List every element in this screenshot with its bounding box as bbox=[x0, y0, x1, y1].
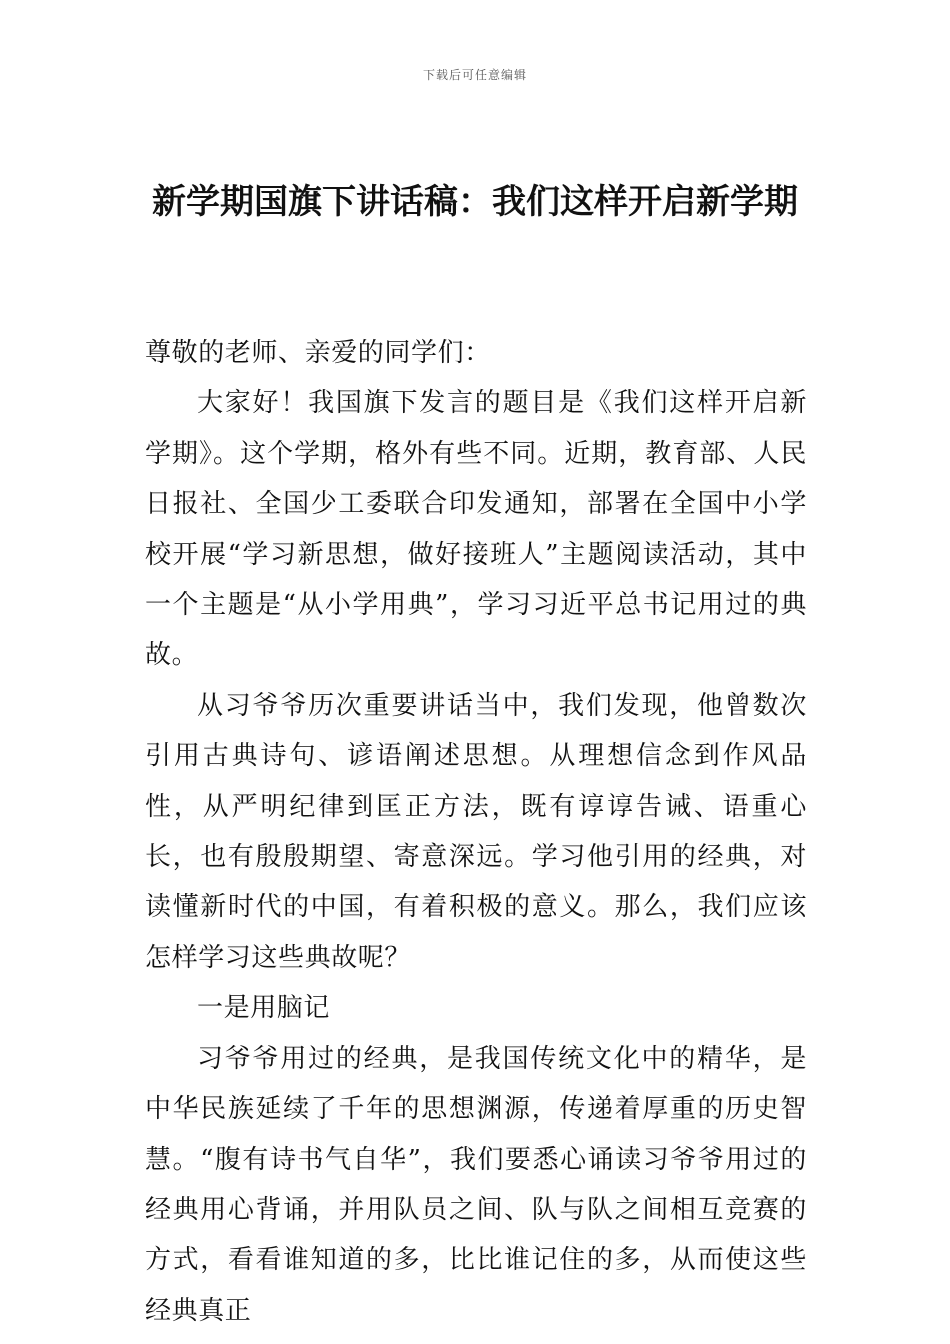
section-heading: 一是用脑记 bbox=[197, 993, 331, 1024]
document-body bbox=[145, 328, 807, 1336]
header-note: 下载后可任意编辑 bbox=[422, 68, 527, 82]
paragraph-2: 从习爷爷历次重要讲话当中，我们发现，他曾数次引用古典诗句、谚语阐述思想。从理想信念到作风品性，从严明纪律到匡正方法，既有谆谆告诫、语重心长，也有殷殷期望、寄意深远。学习他引用的经典，对读懂新时代的中国，有着积极的意义。那么，我们应该怎样学习这些典故呢？ bbox=[145, 690, 807, 973]
salutation: 尊敬的老师、亲爱的同学们： bbox=[145, 338, 491, 368]
document-title: 新学期国旗下讲话稿：我们这样开启新学期 bbox=[152, 182, 798, 222]
paragraph-3: 习爷爷用过的经典，是我国传统文化中的精华，是中华民族延续了千年的思想渊源，传递着厚重的历史智慧。“腹有诗书气自华”，我们要悉心诵读习爷爷用过的经典用心背诵，并用队员之间、队与队之间相互竞赛的方式，看看谁知道的多，比比谁记住的多，从而使这些经典真正 bbox=[145, 1043, 807, 1326]
paragraph-1: 大家好！我国旗下发言的题目是《我们这样开启新学期》。这个学期，格外有些不同。近期，教育部、人民日报社、全国少工委联合印发通知，部署在全国中小学校开展“学习新思想，做好接班人”主题阅读活动，其中一个主题是“从小学用典”，学习习近平总书记用过的典故。 bbox=[145, 388, 807, 671]
